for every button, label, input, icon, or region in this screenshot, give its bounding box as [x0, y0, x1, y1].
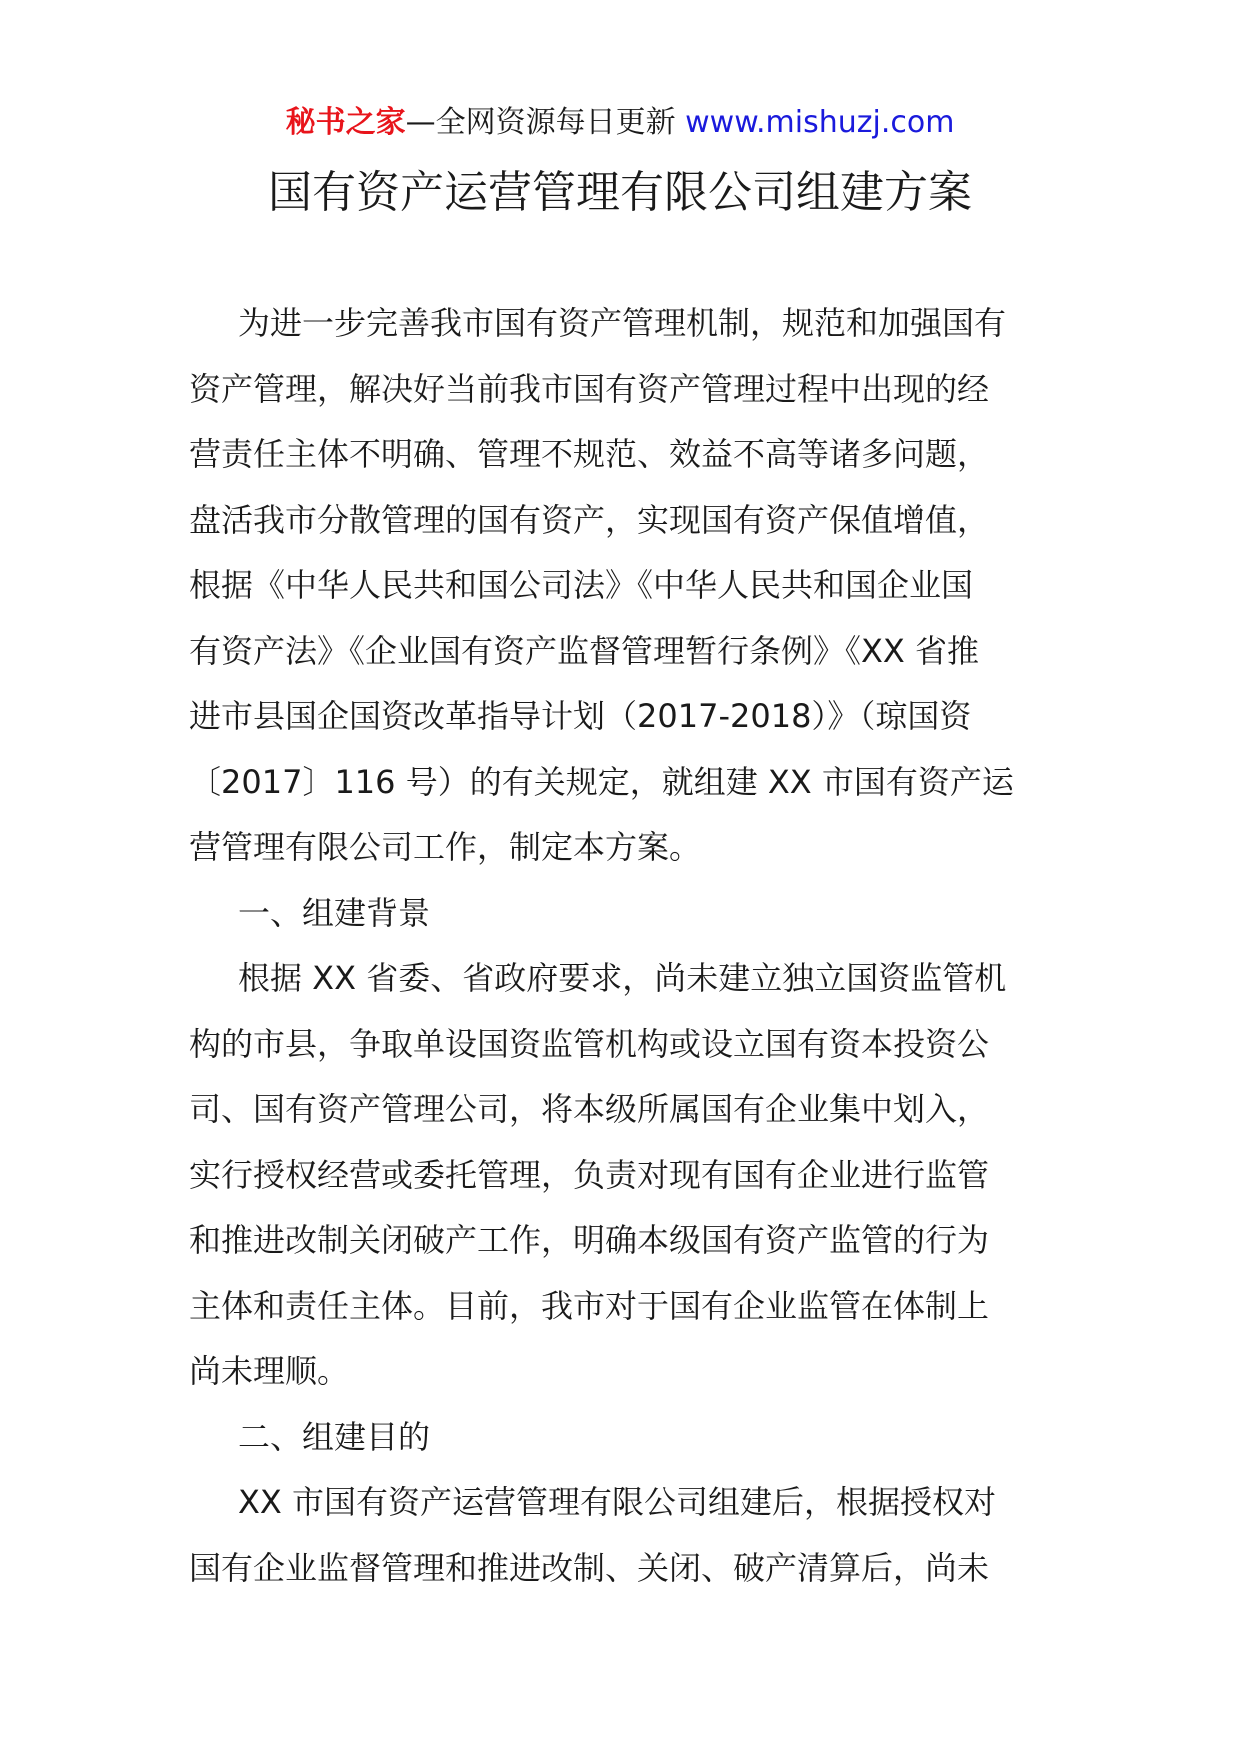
paragraph-line: 尚未理顺。: [189, 1352, 350, 1390]
site-url-link[interactable]: www.mishuzj.com: [685, 105, 955, 140]
paragraph-line: 根据 XX 省委、省政府要求，尚未建立独立国资监管机: [238, 959, 1007, 997]
document-body: [189, 291, 1051, 1601]
paragraph-line: 国有企业监督管理和推进改制、关闭、破产清算后，尚未: [189, 1548, 990, 1587]
document-title: 国有资产运营管理有限公司组建方案: [268, 167, 972, 218]
paragraph-line: 有资产法》《企业国有资产监督管理暂行条例》《XX 省推: [189, 631, 980, 670]
paragraph-line: 〔2017〕116 号）的有关规定，就组建 XX 市国有资产运: [189, 762, 1014, 801]
paragraph-line: 营管理有限公司工作，制定本方案。: [189, 828, 702, 866]
paragraph-line: XX 市国有资产运营管理有限公司组建后，根据授权对: [238, 1483, 997, 1521]
paragraph-line: 营责任主体不明确、管理不规范、效益不高等诸多问题，: [189, 435, 990, 473]
section-heading: 二、组建目的: [238, 1417, 431, 1456]
paragraph-line: 实行授权经营或委托管理，负责对现有国有企业进行监管: [189, 1155, 990, 1194]
site-slogan: —全网资源每日更新: [405, 105, 676, 140]
paragraph-line: 和推进改制关闭破产工作，明确本级国有资产监管的行为: [189, 1221, 990, 1259]
section-heading: 一、组建背景: [238, 893, 431, 932]
paragraph-line: 司、国有资产管理公司，将本级所属国有企业集中划入，: [189, 1090, 990, 1128]
site-header: [0, 103, 1240, 143]
paragraph-line: 盘活我市分散管理的国有资产，实现国有资产保值增值，: [189, 500, 990, 539]
paragraph-line: 根据《中华人民共和国公司法》《中华人民共和国企业国: [189, 566, 974, 604]
paragraph-line: 资产管理，解决好当前我市国有资产管理过程中出现的经: [189, 369, 990, 408]
brand-name: 秘书之家: [285, 105, 406, 140]
paragraph-line: 主体和责任主体。目前，我市对于国有企业监管在体制上: [189, 1286, 990, 1325]
paragraph-line: 为进一步完善我市国有资产管理机制，规范和加强国有: [238, 304, 1007, 342]
paragraph-line: 进市县国企国资改革指导计划（2017-2018）》（琼国资: [189, 697, 972, 735]
paragraph-line: 构的市县，争取单设国资监管机构或设立国有资本投资公: [189, 1024, 990, 1063]
